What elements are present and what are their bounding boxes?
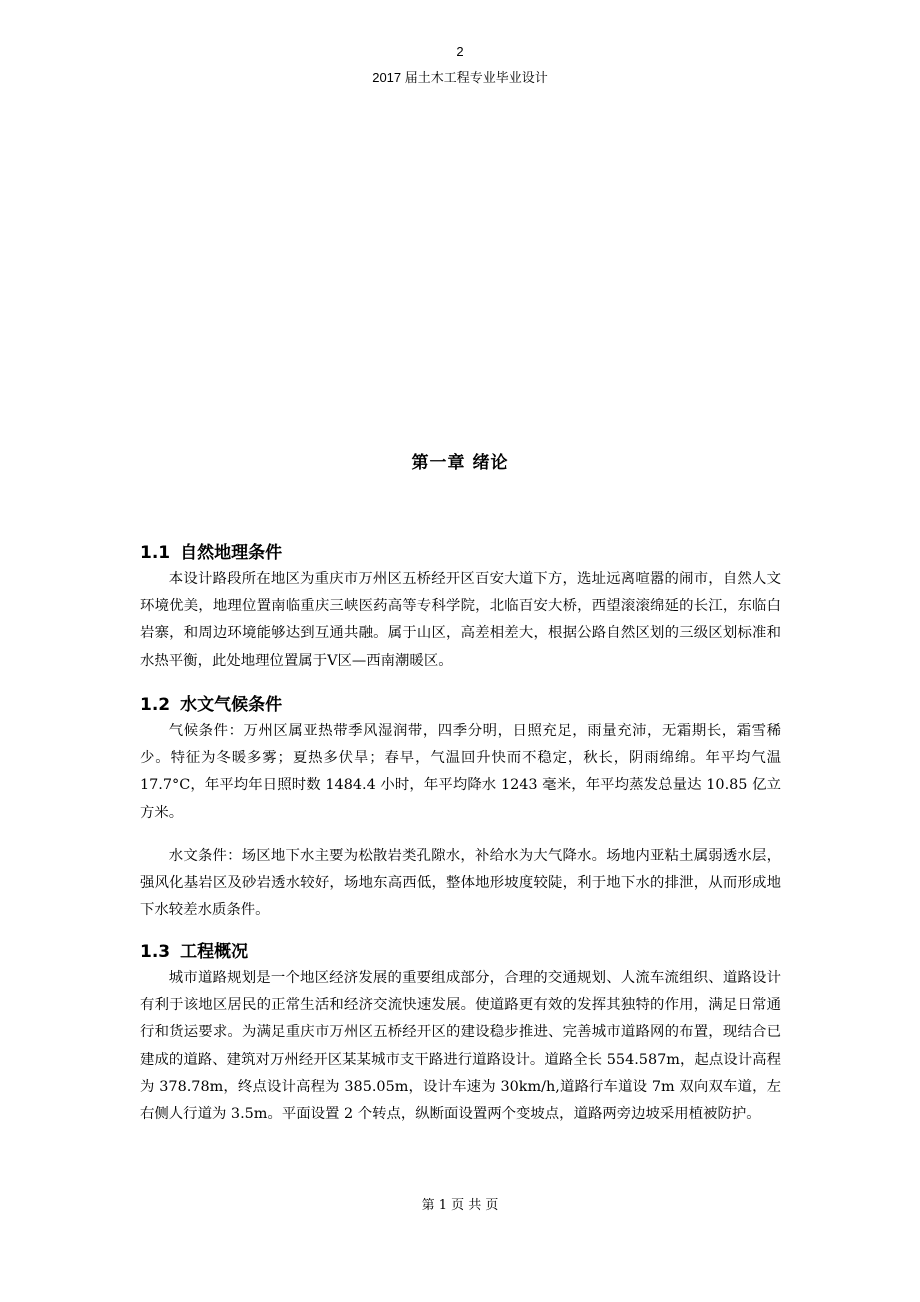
running-header-title: 2017 届土木工程专业毕业设计 bbox=[372, 70, 548, 85]
section-heading-1-3 bbox=[140, 937, 248, 962]
body-paragraph: 城市道路规划是一个地区经济发展的重要组成部分，合理的交通规划、人流车流组织、道路设计有利于该地区居民的正常生活和经济交流快速发展。使道路更有效的发挥其独特的作用，满足日常通行和货运要求。为满足重庆市万州区五桥经开区的建设稳步推进、完善城市道路网的布置，现结合已建成的道路、建筑对万州经开区某某城市支干路进行道路设计。道路全长 554.587m，起点设计高程为 378.78m，终点设计高程为 385.05m，设计车速为 30km/h,道路行车道设 7m 双向双车道，左右侧人行道为 3.5m。平面设置 2 个转点，纵断面设置两个变坡点，道路两旁边坡采用植被防护。 bbox=[140, 970, 781, 1123]
page-footer: 第 1 页 共 页 bbox=[421, 1198, 499, 1213]
body-paragraph: 气候条件：万州区属亚热带季风湿润带，四季分明，日照充足，雨量充沛，无霜期长，霜雪稀少。特征为冬暖多雾；夏热多伏旱；春早，气温回升快而不稳定，秋长，阴雨绵绵。年平均气温 17.7°C，年平均年日照时数 1484.4 小时，年平均降水 1243 毫米，年平均蒸发总量达 10.85 亿立方米。 bbox=[140, 723, 781, 821]
section-number: 1.1 bbox=[140, 543, 171, 563]
section-title: 水文气候条件 bbox=[180, 695, 283, 715]
body-paragraph: 水文条件：场区地下水主要为松散岩类孔隙水，补给水为大气降水。场地内亚粘土属弱透水层，强风化基岩区及砂岩透水较好，场地东高西低，整体地形坡度较陡，利于地下水的排泄，从而形成地下水较差水质条件。 bbox=[140, 848, 781, 919]
section-number: 1.3 bbox=[140, 942, 171, 962]
section-heading-1-2 bbox=[140, 690, 282, 715]
section-number: 1.2 bbox=[140, 695, 171, 715]
section-title: 工程概况 bbox=[180, 942, 249, 962]
chapter-title: 第一章 绪论 bbox=[411, 453, 509, 473]
header-page-number: 2 bbox=[456, 44, 464, 59]
section-heading-1-1 bbox=[140, 538, 282, 563]
body-paragraph: 本设计路段所在地区为重庆市万州区五桥经开区百安大道下方，选址远离喧嚣的闹市，自然人文环境优美，地理位置南临重庆三峡医药高等专科学院，北临百安大桥，西望滚滚绵延的长江，东临白岩寨，和周边环境能够达到互通共融。属于山区，高差相差大，根据公路自然区划的三级区划标准和水热平衡，此处地理位置属于Ⅴ区—西南潮暖区。 bbox=[140, 571, 781, 669]
section-title: 自然地理条件 bbox=[180, 543, 283, 563]
